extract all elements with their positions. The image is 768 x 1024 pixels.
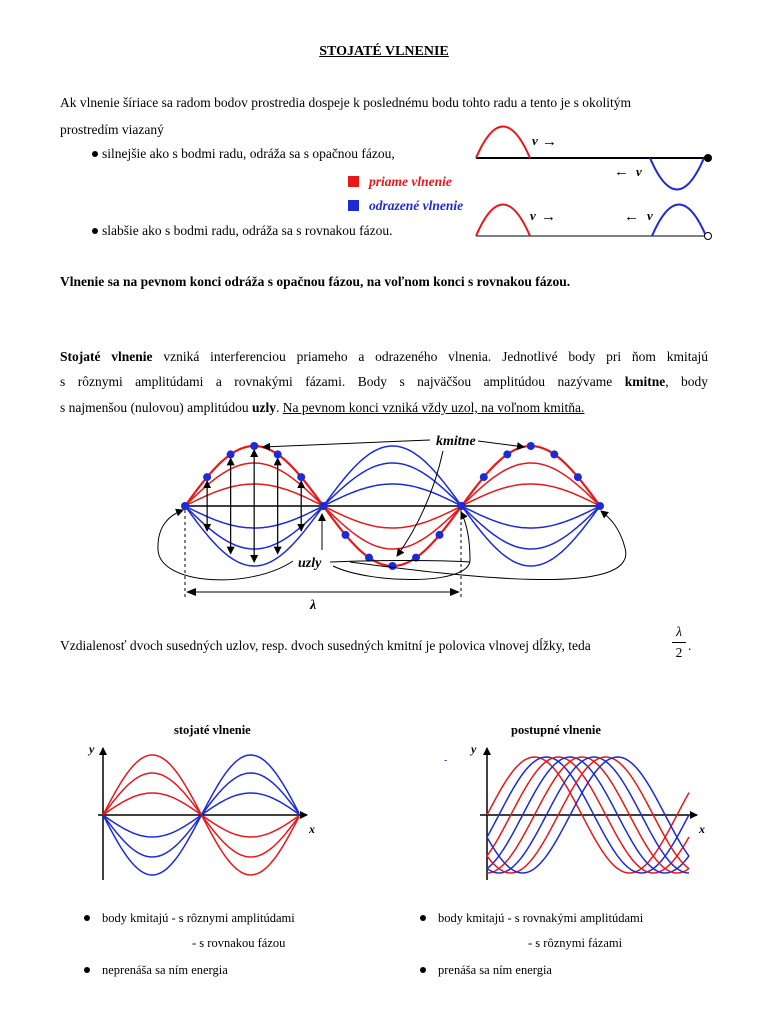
legend-reflected-label: odrazené vlnenie: [369, 198, 464, 213]
velocity-label: v: [530, 208, 536, 223]
para2-text-3: , body: [665, 374, 709, 389]
standing-wave-graph: [87, 742, 315, 880]
distance-text: Vzdialenosť dvoch susedných uzlov, resp. dvoch susedných kmitní je polovica vlnovej dĺžky, teda: [60, 638, 591, 653]
para2-text-1: vzniká interferenciou priameho a odrazeného vlnenia. Jednotlivé body pri ňom kmitajú: [152, 349, 708, 364]
left-graph-title: stojaté vlnenie: [174, 723, 251, 737]
fraction-numerator: λ: [676, 624, 682, 639]
arrow-right-icon: →: [542, 134, 557, 150]
stray-mark: -: [444, 755, 448, 766]
right-graph-title: postupné vlnenie: [511, 723, 601, 737]
bullet-text-1: silnejšie ako s bodmi radu, odráža sa s opačnou fázou,: [102, 146, 395, 161]
right-bullet-1-text: body kmitajú - s rovnakými amplitúdami: [438, 911, 644, 925]
right-bullet-2: [420, 964, 552, 977]
left-bullet-2-text: neprenáša sa ním energia: [102, 963, 228, 977]
para2-text-2: s rôznymi amplitúdami a rovnakými fázami. Body s najväčšou amplitúdou nazývame: [60, 374, 625, 389]
velocity-label: v: [532, 133, 538, 148]
left-bullet-2: [84, 964, 228, 977]
right-bullet-1b: - s rôznymi fázami: [528, 936, 623, 950]
right-y-label: y: [471, 742, 477, 756]
kmitne-label: kmitne: [436, 434, 476, 449]
para2-text-4: s najmenšou (nulovou) amplitúdou: [60, 400, 252, 415]
lambda-label: λ: [310, 598, 317, 613]
page-title: STOJATÉ VLNENIE: [319, 44, 449, 59]
arrow-right-icon: →: [541, 209, 556, 225]
intro-line-1: Ak vlnenie šíriace sa radom bodov prostredia dospeje k poslednému bodu tohto radu a tento je s okolitým: [60, 95, 632, 110]
velocity-label: v: [647, 208, 653, 223]
term-standing-wave: Stojaté vlnenie: [60, 349, 153, 364]
term-kmitne: kmitne: [624, 374, 666, 389]
uzly-label: uzly: [298, 556, 322, 571]
term-uzly: uzly: [251, 400, 276, 415]
velocity-label: v: [636, 164, 642, 179]
left-bullet-1b: - s rovnakou fázou: [192, 936, 286, 950]
para2-underlined: Na pevnom konci vzniká vždy uzol, na voľnom kmitňa.: [282, 400, 585, 415]
arrow-left-icon: ←: [614, 164, 629, 180]
right-x-label: x: [699, 822, 705, 836]
bullet-dot: [84, 915, 90, 921]
distance-end: .: [688, 638, 692, 653]
intro-line-2: prostredím viazaný: [60, 122, 164, 137]
left-bullet-1-text: body kmitajú - s rôznymi amplitúdami: [102, 911, 295, 925]
left-bullet-1: [84, 912, 295, 925]
legend-direct-label: priame vlnenie: [369, 174, 452, 189]
traveling-wave-graph: [444, 742, 705, 880]
arrow-left-icon: ←: [624, 209, 639, 225]
bullet-dot: [420, 915, 426, 921]
para2-text-5: .: [276, 400, 283, 415]
right-bullet-2-text: prenáša sa ním energia: [438, 963, 552, 977]
left-x-label: x: [309, 822, 315, 836]
left-y-label: y: [89, 742, 95, 756]
right-bullet-1: [420, 912, 643, 925]
bullet-dot: [84, 967, 90, 973]
bullet-text-2: slabšie ako s bodmi radu, odráža sa s rovnakou fázou.: [102, 223, 393, 238]
reflection-rule: Vlnenie sa na pevnom konci odráža s opačnou fázou, na voľnom konci s rovnakou fázou.: [60, 274, 571, 289]
bullet-dot: [420, 967, 426, 973]
fraction-denominator: 2: [675, 645, 683, 660]
